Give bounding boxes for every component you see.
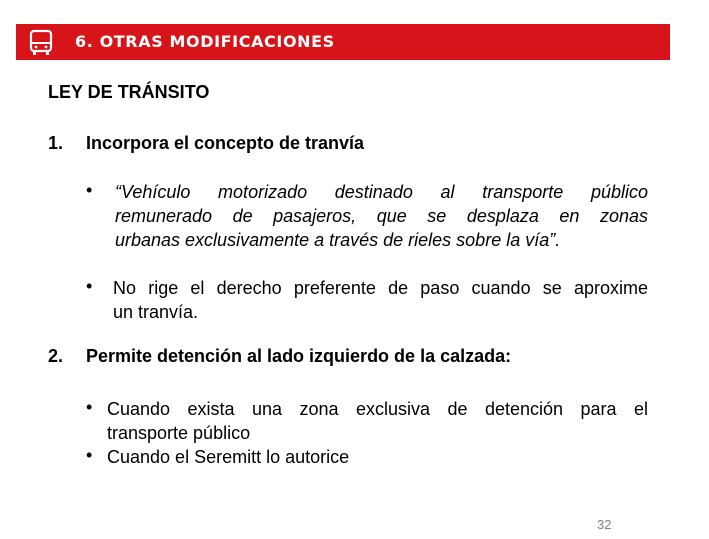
bullet-text [107, 397, 648, 445]
bullet-line: Cuando el Seremitt lo autorice [107, 447, 350, 467]
header-title: 6. OTRAS MODIFICACIONES [75, 32, 335, 51]
bullet-line: un tranvía. [113, 302, 199, 322]
bullet-text [115, 180, 648, 252]
bus-icon [26, 28, 56, 58]
bullet-line: remunerado de pasajeros, que se desplaza en zonas [115, 206, 648, 226]
section-title: LEY DE TRÁNSITO [48, 82, 210, 102]
bullet-text [107, 445, 648, 469]
bullet-symbol: • [86, 445, 93, 465]
page-number: 32 [597, 517, 612, 532]
bullet-symbol: • [86, 397, 93, 417]
item-number: 1. [48, 133, 64, 153]
bullet-line: Cuando exista una zona exclusiva de detención para el [107, 399, 648, 419]
bullet-line: No rige el derecho preferente de paso cuando se aproxime [113, 278, 648, 298]
bullet-line: urbanas exclusivamente a través de rieles sobre la vía”. [115, 230, 561, 250]
bullet-line: “Vehículo motorizado destinado al transporte público [115, 182, 648, 202]
item-heading: Permite detención al lado izquierdo de la calzada: [86, 346, 512, 366]
bullet-line: transporte público [107, 423, 251, 443]
section-header-bar [16, 24, 670, 60]
bullet-symbol: • [86, 180, 93, 200]
item-number: 2. [48, 346, 64, 366]
item-heading: Incorpora el concepto de tranvía [86, 133, 365, 153]
bullet-symbol: • [86, 276, 93, 296]
bullet-text [113, 276, 648, 324]
